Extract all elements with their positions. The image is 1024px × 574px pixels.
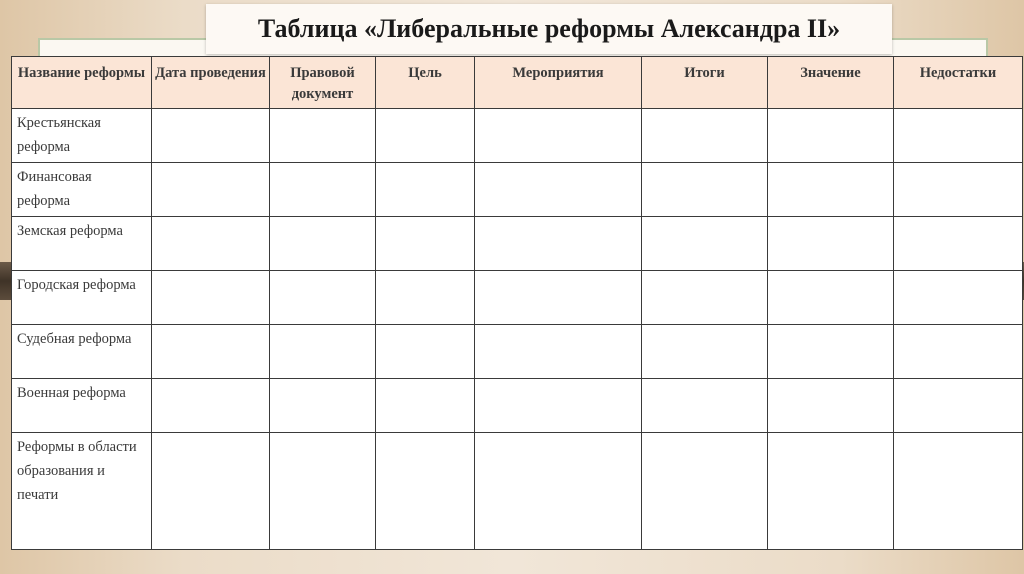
- empty-cell[interactable]: [376, 433, 475, 550]
- empty-cell[interactable]: [894, 217, 1023, 271]
- empty-cell[interactable]: [768, 325, 894, 379]
- empty-cell[interactable]: [642, 433, 768, 550]
- row-label-judicial-reform: Судебная реформа: [12, 325, 152, 379]
- empty-cell[interactable]: [152, 109, 270, 163]
- empty-cell[interactable]: [894, 325, 1023, 379]
- empty-cell[interactable]: [894, 271, 1023, 325]
- column-header-document: Правовой документ: [270, 57, 376, 109]
- empty-cell[interactable]: [475, 163, 642, 217]
- column-header-results: Итоги: [642, 57, 768, 109]
- empty-cell[interactable]: [768, 109, 894, 163]
- empty-cell[interactable]: [475, 271, 642, 325]
- table-row: [12, 217, 1023, 271]
- empty-cell[interactable]: [894, 433, 1023, 550]
- row-label-military-reform: Военная реформа: [12, 379, 152, 433]
- empty-cell[interactable]: [768, 379, 894, 433]
- empty-cell[interactable]: [475, 325, 642, 379]
- table-row: [12, 163, 1023, 217]
- empty-cell[interactable]: [152, 433, 270, 550]
- empty-cell[interactable]: [270, 379, 376, 433]
- empty-cell[interactable]: [768, 271, 894, 325]
- column-header-goal: Цель: [376, 57, 475, 109]
- empty-cell[interactable]: [475, 109, 642, 163]
- empty-cell[interactable]: [376, 109, 475, 163]
- empty-cell[interactable]: [270, 163, 376, 217]
- empty-cell[interactable]: [642, 217, 768, 271]
- row-label-zemstvo-reform: Земская реформа: [12, 217, 152, 271]
- row-label-peasant-reform: Крестьянская реформа: [12, 109, 152, 163]
- empty-cell[interactable]: [270, 271, 376, 325]
- empty-cell[interactable]: [642, 325, 768, 379]
- empty-cell[interactable]: [152, 163, 270, 217]
- empty-cell[interactable]: [768, 217, 894, 271]
- title-box: [206, 4, 892, 54]
- empty-cell[interactable]: [894, 379, 1023, 433]
- row-label-education-press-reform: Реформы в области образования и печати: [12, 433, 152, 550]
- column-header-measures: Мероприятия: [475, 57, 642, 109]
- empty-cell[interactable]: [376, 325, 475, 379]
- table-row: [12, 379, 1023, 433]
- reforms-table: [11, 56, 1023, 550]
- table-row: [12, 433, 1023, 550]
- row-label-financial-reform: Финансовая реформа: [12, 163, 152, 217]
- column-header-significance: Значение: [768, 57, 894, 109]
- empty-cell[interactable]: [152, 325, 270, 379]
- empty-cell[interactable]: [475, 433, 642, 550]
- empty-cell[interactable]: [152, 217, 270, 271]
- empty-cell[interactable]: [475, 379, 642, 433]
- empty-cell[interactable]: [270, 433, 376, 550]
- empty-cell[interactable]: [894, 109, 1023, 163]
- empty-cell[interactable]: [475, 217, 642, 271]
- column-header-shortcomings: Недостатки: [894, 57, 1023, 109]
- empty-cell[interactable]: [270, 109, 376, 163]
- page-title: Таблица «Либеральные реформы Александра II»: [257, 14, 841, 43]
- empty-cell[interactable]: [376, 271, 475, 325]
- table-row: [12, 325, 1023, 379]
- empty-cell[interactable]: [376, 163, 475, 217]
- empty-cell[interactable]: [152, 271, 270, 325]
- empty-cell[interactable]: [270, 217, 376, 271]
- empty-cell[interactable]: [376, 217, 475, 271]
- column-header-date: Дата проведения: [152, 57, 270, 109]
- table-row: [12, 109, 1023, 163]
- empty-cell[interactable]: [642, 271, 768, 325]
- empty-cell[interactable]: [152, 379, 270, 433]
- row-label-city-reform: Городская реформа: [12, 271, 152, 325]
- empty-cell[interactable]: [376, 379, 475, 433]
- table-row: [12, 271, 1023, 325]
- table-header-row: [12, 57, 1023, 109]
- empty-cell[interactable]: [768, 163, 894, 217]
- empty-cell[interactable]: [642, 379, 768, 433]
- empty-cell[interactable]: [270, 325, 376, 379]
- empty-cell[interactable]: [642, 109, 768, 163]
- empty-cell[interactable]: [768, 433, 894, 550]
- empty-cell[interactable]: [642, 163, 768, 217]
- column-header-name: Название реформы: [12, 57, 152, 109]
- empty-cell[interactable]: [894, 163, 1023, 217]
